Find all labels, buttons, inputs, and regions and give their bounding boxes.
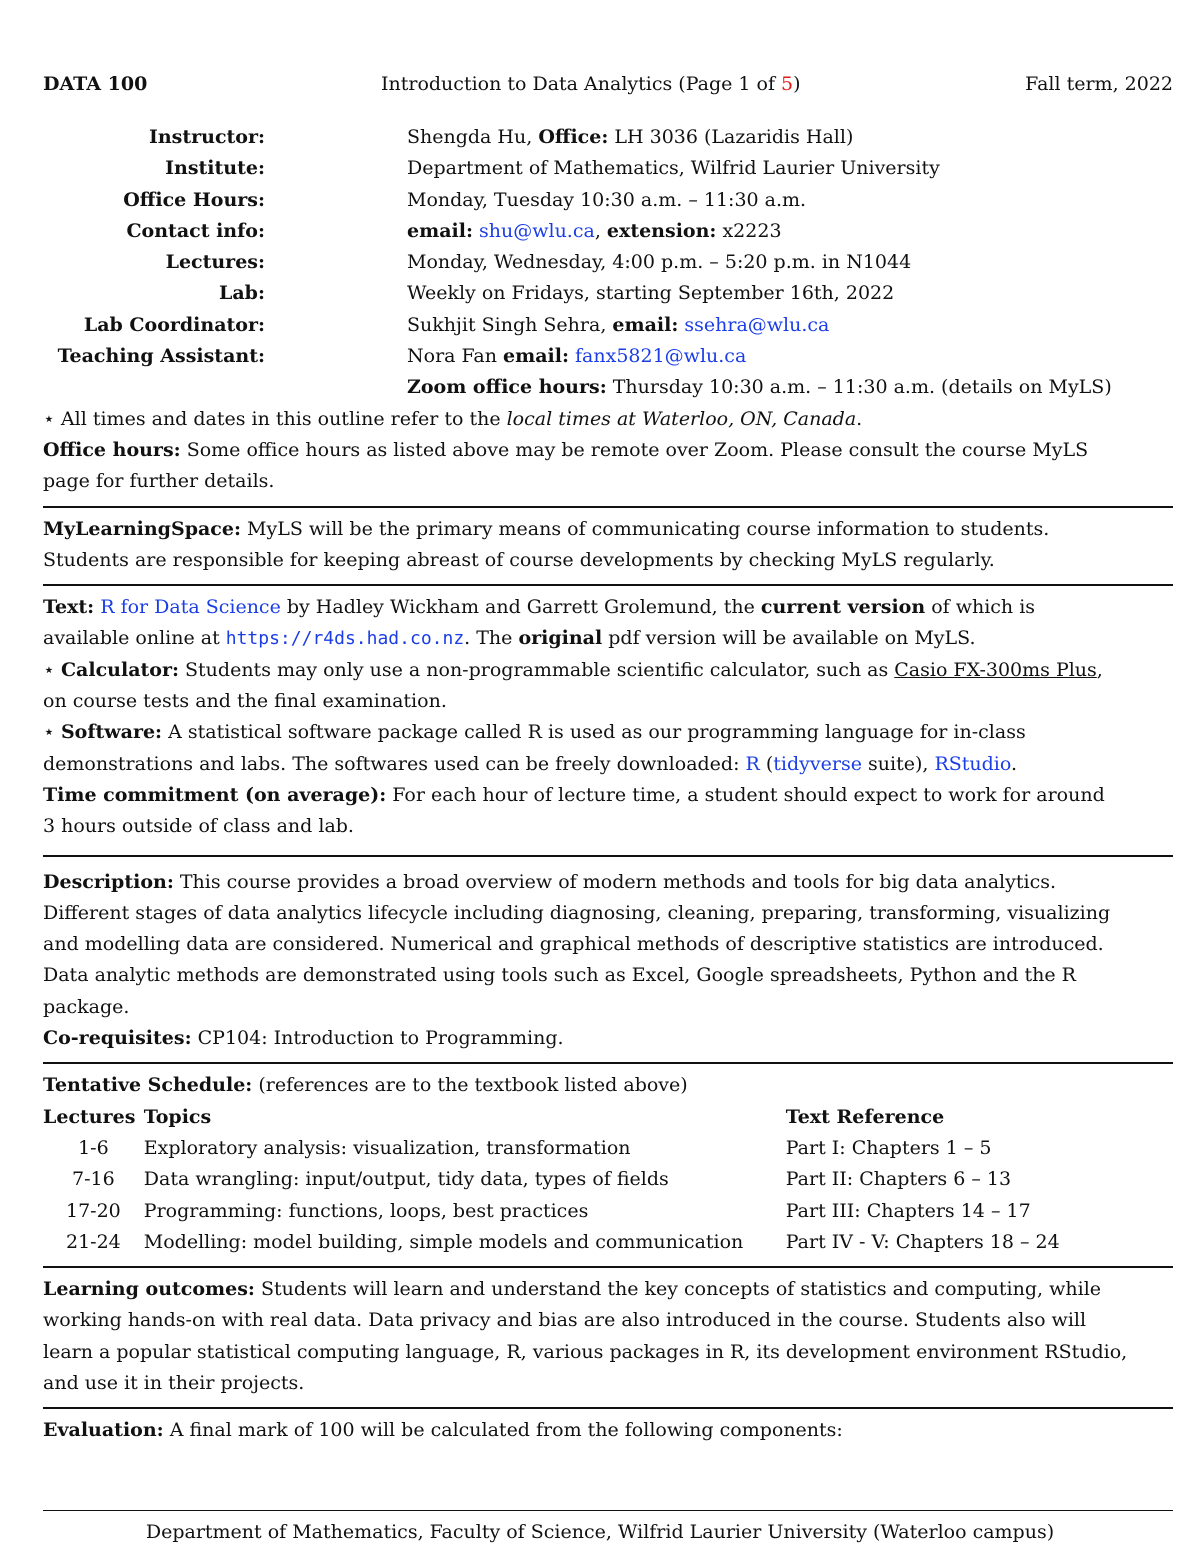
info-row-lab-coordinator: Lab Coordinator: Sukhjit Singh Sehra, email: ssehra@wlu.ca [83,313,830,336]
outcomes-paragraph: Learning outcomes: Students will learn and understand the key concepts of statistics and computing, while [43,1278,1102,1301]
info-row-teaching-assistant: Teaching Assistant: Nora Fan email: fanx5821@wlu.ca [57,345,747,368]
schedule-reference: Part I: Chapters 1 – 5 [785,1136,992,1159]
r-link[interactable]: R [745,752,760,775]
text-paragraph-cont: available online at https://r4ds.had.co.nz. The original pdf version will be available on MyLS. [43,627,976,650]
office-hours-note: Office hours: Some office hours as listed above may be remote over Zoom. Please consult the course MyLS [43,438,1089,461]
corequisites: Co-requisites: CP104: Introduction to Programming. [43,1027,564,1050]
time-commitment-paragraph-cont: 3 hours outside of class and lab. [43,815,354,838]
ta-email-link[interactable]: fanx5821@wlu.ca [575,345,747,368]
schedule-heading: Tentative Schedule: (references are to the textbook listed above) [43,1074,688,1097]
table-row [43,1164,1173,1195]
info-row-lectures: Lectures: Monday, Wednesday, 4:00 p.m. – 5:20 p.m. in N1044 [165,251,912,274]
coordinator-email-link[interactable]: ssehra@wlu.ca [684,313,830,336]
info-row-lab: Lab: Weekly on Fridays, starting September 16th, 2022 [219,282,895,305]
schedule-topic: Modelling: model building, simple models and communication [143,1230,744,1253]
schedule-reference: Part III: Chapters 14 – 17 [785,1199,1031,1222]
office-hours-note-cont: page for further details. [43,470,275,493]
description-line: Different stages of data analytics lifecycle including diagnosing, cleaning, preparing, transforming, visualizing [43,901,1111,924]
page-title: Introduction to Data Analytics (Page 1 of 5) [381,73,801,95]
description-line: and modelling data are considered. Numerical and graphical methods of descriptive statistics are introduced. [43,933,1104,956]
schedule-table [43,1102,1173,1258]
info-row-contact: Contact info: email: shu@wlu.ca, extension: x2223 [126,219,782,242]
text-paragraph: Text: R for Data Science by Hadley Wickham and Garrett Grolemund, the current version of which is [43,596,1036,619]
myls-paragraph: MyLearningSpace: MyLS will be the primary means of communicating course information to students. [43,517,1050,540]
software-paragraph-cont: demonstrations and labs. The softwares used can be freely downloaded: R (tidyverse suite), RStudio. [43,752,1018,775]
textbook-link[interactable]: R for Data Science [100,596,281,619]
description-line: Data analytic methods are demonstrated using tools such as Excel, Google spreadsheets, Python and the R [43,964,1076,987]
page [43,70,1173,1447]
schedule-topic: Programming: functions, loops, best practices [143,1199,589,1222]
info-row-institute: Institute: Department of Mathematics, Wilfrid Laurier University [165,157,940,180]
schedule-lectures: 1-6 [78,1136,109,1159]
table-row [43,1133,1173,1164]
schedule-header-row [43,1102,1173,1133]
calculator-paragraph: ⋆ Calculator: Students may only use a non-programmable scientific calculator, such as Casio FX-300ms Plus, [43,658,1103,681]
info-row-office-hours: Office Hours: Monday, Tuesday 10:30 a.m. – 11:30 a.m. [123,188,807,211]
schedule-topic: Data wrangling: input/output, tidy data, types of fields [143,1168,669,1191]
outcomes-line: learn a popular statistical computing language, R, various packages in R, its development environment RStudio, [43,1340,1128,1363]
table-row [43,1196,1173,1227]
calculator-model: Casio FX-300ms Plus [894,658,1097,681]
table-row [43,1227,1173,1258]
col-text-reference: Text Reference [785,1105,945,1128]
instructor-email-link[interactable]: shu@wlu.ca [479,219,595,242]
term: Fall term, 2022 [1025,73,1173,95]
schedule-reference: Part IV - V: Chapters 18 – 24 [785,1230,1060,1253]
info-row-instructor: Instructor: Shengda Hu, Office: LH 3036 (Lazaridis Hall) [148,126,854,148]
evaluation-paragraph: Evaluation: A final mark of 100 will be calculated from the following components: [43,1419,843,1442]
outcomes-line: working hands-on with real data. Data privacy and bias are also introduced in the course. Students also will [43,1309,1087,1332]
course-code: DATA 100 [43,73,148,95]
myls-paragraph-cont: Students are responsible for keeping abreast of course developments by checking MyLS regularly. [43,548,995,571]
col-lectures: Lectures [43,1105,136,1128]
info-row-zoom: Zoom office hours: Thursday 10:30 a.m. – 11:30 a.m. (details on MyLS) [407,376,1112,399]
footer-divider [43,1510,1173,1511]
outcomes-line: and use it in their projects. [43,1371,305,1394]
divider [43,506,1173,508]
calculator-paragraph-cont: on course tests and the final examination. [43,690,447,713]
col-topics: Topics [143,1105,212,1128]
tidyverse-link[interactable]: tidyverse [773,752,862,775]
schedule-lectures: 21-24 [66,1230,121,1253]
page-footer: Department of Mathematics, Faculty of Science, Wilfrid Laurier University (Waterloo campus) [145,1521,1055,1543]
software-paragraph: ⋆ Software: A statistical software package called R is used as our programming language for in-class [43,721,1026,744]
schedule-lectures: 7-16 [72,1168,115,1191]
divider [43,1407,1173,1409]
rstudio-link[interactable]: RStudio [934,752,1011,775]
schedule-topic: Exploratory analysis: visualization, transformation [143,1136,631,1159]
course-info [43,122,1173,404]
divider [43,584,1173,586]
time-commitment-paragraph: Time commitment (on average): For each hour of lecture time, a student should expect to work for around [43,783,1105,806]
times-note: ⋆ All times and dates in this outline refer to the local times at Waterloo, ON, Canada. [43,407,863,430]
schedule-lectures: 17-20 [66,1199,121,1222]
page-header [43,70,1173,98]
divider [43,855,1173,857]
description-paragraph: Description: This course provides a broad overview of modern methods and tools for big data analytics. [43,870,1056,893]
schedule-reference: Part II: Chapters 6 – 13 [785,1168,1012,1191]
total-pages-link[interactable]: 5 [781,73,794,95]
divider [43,1266,1173,1268]
description-line: package. [43,995,130,1018]
textbook-url-link[interactable]: https://r4ds.had.co.nz [225,628,465,650]
divider [43,1062,1173,1064]
